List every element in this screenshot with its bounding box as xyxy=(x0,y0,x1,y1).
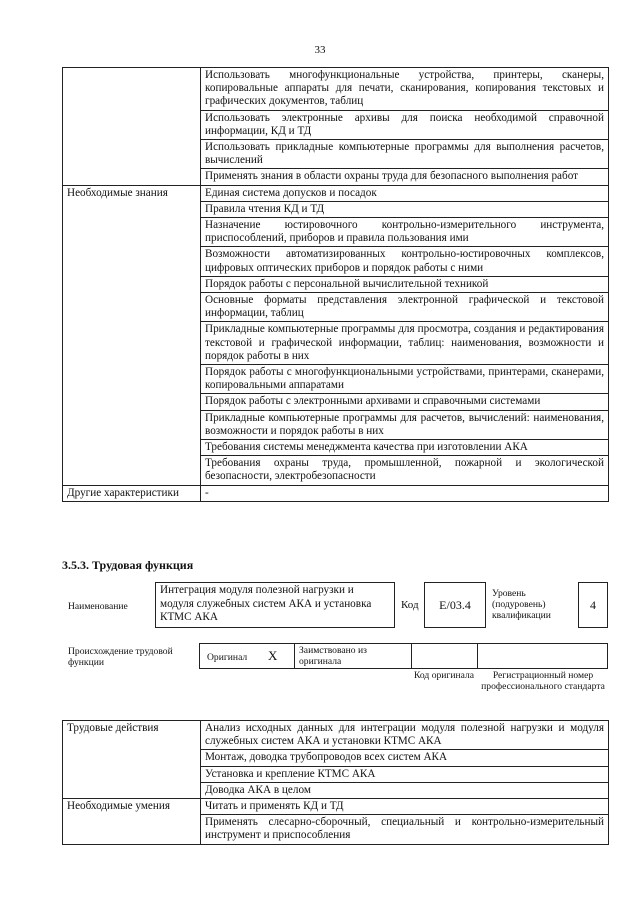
other-characteristics-value: - xyxy=(201,485,609,501)
name-label: Наименование xyxy=(68,601,128,612)
original-box xyxy=(199,643,295,669)
reg-number-caption: Регистрационный номер профессионального стандарта xyxy=(481,670,605,692)
knowledge-item: Прикладные компьютерные программы для просмотра, создания и редактирования текстовой и графической информации, таблиц: наименования, возможности и порядок работы в них xyxy=(201,322,609,365)
code-label: Код xyxy=(401,599,419,611)
labor-action-item: Доводка АКА в целом xyxy=(201,782,609,798)
origin-label: Происхождение трудовой функции xyxy=(68,646,173,668)
original-mark: X xyxy=(268,648,278,663)
knowledge-label: Необходимые знания xyxy=(63,185,201,485)
knowledge-item: Требования системы менеджмента качества при изготовлении АКА xyxy=(201,440,609,456)
skill-item: Использовать многофункциональные устройства, принтеры, сканеры, копировальные аппараты для печати, сканирования, копирования текстовых и графических документов, таблиц xyxy=(201,68,609,111)
knowledge-item: Основные форматы представления электронной графической и текстовой информации, таблиц xyxy=(201,293,609,322)
knowledge-item: Требования охраны труда, промышленной, пожарной и экологической безопасности, электробезопасности xyxy=(201,456,609,485)
name-value-box xyxy=(155,582,395,628)
skill-item: Использовать электронные архивы для поиска необходимой справочной информации, КД и ТД xyxy=(201,110,609,139)
knowledge-item: Порядок работы с многофункциональными устройствами, принтерами, сканерами, копировальными аппаратами xyxy=(201,365,609,394)
skill-item: Использовать прикладные компьютерные программы для выполнения расчетов, вычислений xyxy=(201,140,609,169)
other-characteristics-label: Другие характеристики xyxy=(63,485,201,501)
skill-item: Применять слесарно-сборочный, специальный и контрольно-измерительный инструмент и приспособления xyxy=(201,815,609,844)
knowledge-item: Единая система допусков и посадок xyxy=(201,185,609,201)
qualification-level: 4 xyxy=(590,598,596,612)
labor-action-item: Анализ исходных данных для интеграции модуля полезной нагрузки и модуля служебных систем АКА и установки КТМС АКА xyxy=(201,721,609,750)
knowledge-item: Прикладные компьютерные программы для расчетов, вычислений: наименования, возможности и порядок работы в них xyxy=(201,410,609,439)
code-value-box xyxy=(424,582,486,628)
code-original-caption: Код оригинала xyxy=(413,670,475,681)
skill-item: Читать и применять КД и ТД xyxy=(201,799,609,815)
qualification-level-label: Уровень (подуровень) квалификации xyxy=(492,588,551,621)
knowledge-item: Порядок работы с персональной вычислительной техникой xyxy=(201,276,609,292)
section-title: 3.5.3. Трудовая функция xyxy=(62,558,194,572)
function-code: E/03.4 xyxy=(439,598,471,612)
knowledge-item: Назначение юстировочного контрольно-измерительного инструмента, приспособлений, приборов и правила пользования ими xyxy=(201,218,609,247)
requirements-table-continued xyxy=(62,67,609,502)
labor-action-item: Монтаж, доводка трубопроводов всех систем АКА xyxy=(201,750,609,766)
reg-number-box xyxy=(477,643,608,669)
knowledge-item: Возможности автоматизированных контрольно-юстировочных комплексов, цифровых оптических приборов и порядок работы с ними xyxy=(201,247,609,276)
knowledge-item: Порядок работы с электронными архивами и справочными системами xyxy=(201,394,609,410)
level-value-box xyxy=(578,582,608,628)
continued-label-cell xyxy=(63,68,201,186)
labor-actions-label: Трудовые действия xyxy=(63,721,201,799)
function-name: Интеграция модуля полезной нагрузки и модуля служебных систем АКА и установка КТМС АКА xyxy=(160,584,372,623)
code-original-box xyxy=(411,643,478,669)
skill-item: Применять знания в области охраны труда для безопасного выполнения работ xyxy=(201,169,609,185)
labor-function-table xyxy=(62,720,609,845)
knowledge-item: Правила чтения КД и ТД xyxy=(201,201,609,217)
labor-action-item: Установка и крепление КТМС АКА xyxy=(201,766,609,782)
required-skills-label: Необходимые умения xyxy=(63,799,201,845)
borrowed-label: Заимствовано из оригинала xyxy=(299,645,367,667)
original-label: Оригинал xyxy=(207,652,248,663)
borrowed-box xyxy=(294,643,412,669)
page-number: 33 xyxy=(314,44,326,56)
